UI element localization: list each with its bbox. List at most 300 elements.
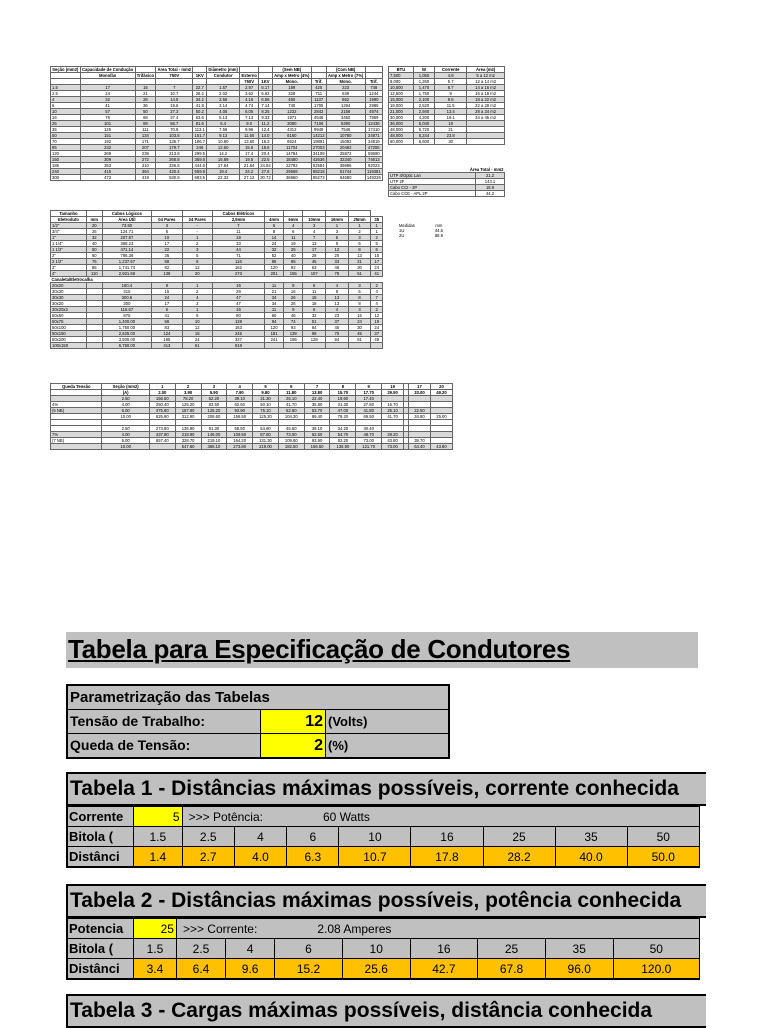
table-cell: 34.20 — [330, 426, 356, 432]
table-cell: 15 — [135, 85, 156, 91]
table-cell: 96 — [303, 331, 326, 337]
table-cell: 268.8 — [156, 157, 193, 163]
table-cell: 113.1 — [194, 127, 205, 132]
voltage-input[interactable]: 12 — [261, 710, 326, 733]
table-cell: 4,200 — [413, 115, 434, 121]
table-cell: 20 — [86, 223, 102, 229]
table-cell: 1,750.00 — [102, 325, 152, 331]
table-cell: 20482 — [326, 145, 365, 151]
table-cell: 13.4 — [435, 109, 467, 115]
table-cell: 28 — [135, 97, 156, 103]
table-cell: 9.5 — [435, 97, 467, 103]
table-cell: 156.50 — [227, 414, 253, 420]
table-subheader-cell: Trifásico — [136, 73, 155, 78]
table-cell: 315 — [102, 289, 152, 295]
table-cell: 1294 — [326, 103, 365, 109]
table-cell: 10.00 — [102, 444, 149, 450]
table-cell: 93 — [284, 325, 303, 331]
table-header-cell: 8 — [330, 384, 356, 390]
table-cell: 6 — [182, 313, 212, 319]
table-cell: 2 — [303, 223, 326, 229]
table-cell: 8 — [348, 301, 371, 307]
table-cell: 20.4 — [259, 151, 273, 157]
table-cell: 14.0 — [259, 133, 273, 139]
table-cell: 11.50 — [240, 133, 259, 139]
table-cell: 37 — [371, 331, 383, 337]
table-cell: 62.60 — [227, 402, 253, 408]
table-cell: 300.6 — [102, 295, 152, 301]
table-cell: 1,237.67 — [102, 259, 152, 265]
table-cell: 65 — [284, 259, 303, 265]
table-cell: 34 — [264, 301, 283, 307]
table-cell: 19 — [284, 241, 303, 247]
table-cell: 15,000 — [389, 97, 414, 103]
table-cell: 50x50 — [51, 313, 87, 319]
table-cell: 4.00 — [102, 432, 149, 438]
table-cell: 1 — [348, 223, 371, 229]
table-cell: 239 — [135, 151, 156, 157]
table-cell: 3 — [348, 307, 371, 313]
table-cell: 91.30 — [201, 426, 227, 432]
current-info — [176, 919, 699, 939]
table-cell: 50 — [51, 133, 81, 139]
table-cell: 18 — [182, 331, 212, 337]
table-cell: 1 — [182, 235, 212, 241]
distance-cell: 6.3 — [287, 847, 339, 868]
table-cell: 12 — [182, 265, 212, 271]
table-cell: 36 — [135, 103, 156, 109]
table-cell: 16 a 18 m2 — [467, 91, 505, 97]
table-cell: 240 — [51, 169, 81, 175]
table-cell: 207 — [135, 145, 156, 151]
table-cell: 246 — [193, 145, 207, 151]
table-cell: 22.5 — [259, 157, 273, 163]
table-cell: 51744 — [326, 169, 365, 175]
table-cell: 71 — [212, 253, 264, 259]
table-cell: 5 — [371, 241, 383, 247]
table-cell: 46 — [326, 325, 349, 331]
table-cell: 151 — [80, 133, 135, 139]
table-subheader-cell: Mono. — [326, 79, 365, 85]
table-cell: 19.5 — [240, 157, 259, 163]
table-cell: 24 — [182, 337, 212, 343]
table-cell: 93.90 — [227, 408, 253, 414]
table-cell: 353 — [80, 163, 135, 169]
power-label: Potencia — [67, 919, 134, 939]
table-cell: 24 — [152, 295, 182, 301]
table-cell: 54.70 — [330, 432, 356, 438]
table-cell: 11 — [212, 229, 264, 235]
table-cell: 5,244 — [413, 133, 434, 139]
table-cell: 4 — [371, 289, 383, 295]
table-subheader-cell: Trif. — [365, 79, 382, 85]
table-cell: 149226 — [366, 175, 381, 180]
table-cell: 2.97 — [240, 85, 259, 91]
table-cell: 245 — [212, 331, 264, 337]
table-cell: 748 — [365, 85, 382, 91]
table-cell: 2 1/2" — [51, 259, 87, 265]
table-cell: 1,260 — [413, 79, 434, 85]
table-cell: 364 — [135, 169, 156, 175]
table-cell: 60 — [86, 253, 102, 259]
table-cell: 40 — [284, 253, 303, 259]
table-cell: 18 — [303, 295, 326, 301]
table-cell: 22 a 28 m2 — [467, 103, 505, 109]
gauge-cell: 2.5 — [176, 939, 225, 959]
table-cell: 1,400.00 — [102, 319, 152, 325]
table-cell: 156.50 — [149, 396, 175, 402]
table-cell: 15.6 — [240, 145, 259, 151]
table-cell: 530.9 — [156, 175, 193, 181]
table-cell: 875 — [102, 313, 152, 319]
table-cell: 31.30 — [330, 402, 356, 408]
table-cell: 10 — [152, 235, 182, 241]
distance-cell: 10.7 — [339, 847, 411, 868]
table-cell: 223 — [326, 85, 365, 91]
table-cell: 6,720 — [413, 127, 434, 133]
table-cell: 14.2 — [207, 151, 240, 157]
table-header-cell: Queda Tensão — [51, 384, 102, 390]
table-cell: 3 — [348, 235, 371, 241]
table-cell: 19891 — [312, 139, 325, 144]
distance-cell: 1.4 — [134, 847, 183, 868]
table-cell: 61 — [182, 343, 212, 349]
table-cell: 31.30 — [253, 396, 279, 402]
table-cell: 93.90 — [304, 438, 330, 444]
table-cell: 60,000 — [389, 139, 414, 145]
table-cell: 107 — [303, 271, 326, 277]
table-cell: 273.80 — [227, 444, 253, 450]
table-cell: 20 — [326, 253, 349, 259]
table-cell: 2.5 — [51, 91, 81, 97]
table-cell: 45 — [348, 331, 371, 337]
table-cell: 2 — [371, 307, 383, 313]
table-cell: 42636 — [312, 157, 325, 162]
table-cell: 269 — [80, 151, 135, 157]
table-cell: 657.40 — [149, 438, 175, 444]
table-cell: 50x100 — [51, 325, 87, 331]
table-cell: 48.70 — [356, 432, 382, 438]
table-cell: 683.5 — [194, 175, 206, 180]
table-header-cell: 3 — [201, 384, 227, 390]
table-subheader-cell: 2,5mm — [212, 217, 264, 223]
table-cell: 2.50 — [102, 426, 149, 432]
table-cell: 73.50 — [102, 223, 152, 229]
area-total-header: Área Total - mm2 — [469, 167, 504, 172]
table-subheader-cell: 35 — [371, 217, 383, 223]
table-cell: 24.2 — [240, 169, 259, 175]
table-cell: 19.1 — [435, 115, 467, 121]
table-cell: 10.80 — [207, 139, 240, 145]
table-cell: 3 — [348, 283, 371, 289]
table-header-cell: Cabos Lógicos — [102, 211, 152, 217]
table-row — [51, 175, 383, 181]
table-cell: 6,600 — [413, 139, 434, 145]
table-cell: 272 — [135, 157, 156, 163]
table-cell: (5 NB) — [51, 408, 102, 414]
table-cell: 32 — [264, 247, 283, 253]
table-cell: 12 a 14 m2 — [467, 79, 505, 85]
table-cell: 3.14 — [207, 103, 240, 109]
table-cell: 83 — [152, 325, 182, 331]
table-cell: 10.7 — [156, 91, 193, 97]
distance-row — [67, 847, 700, 868]
table-cell — [326, 343, 349, 349]
table-cell: 52.20 — [201, 396, 227, 402]
table-cell: 185 — [51, 163, 81, 169]
table-cell: 2842 — [311, 109, 326, 115]
table-cell: 82.20 — [330, 438, 356, 444]
table-cell: 2,921.66 — [102, 271, 152, 277]
table-cell: 419 — [135, 175, 156, 181]
table-cell: 6,750.00 — [102, 343, 152, 349]
table-subheader-cell: 04 Pares — [152, 217, 182, 223]
table-cell: 7.14 — [259, 103, 273, 109]
table-cell: 547.60 — [175, 444, 201, 450]
table-cell: 1971 — [272, 115, 311, 121]
distance-row — [67, 959, 700, 980]
table-cell: 4 — [326, 307, 349, 313]
table-row — [389, 191, 505, 197]
table-cell: 11.5 — [435, 103, 467, 109]
table-cell: 17 — [303, 247, 326, 253]
table-cell: 1 — [371, 223, 383, 229]
table-cell: 6 — [152, 307, 182, 313]
table-cell: 20x20 — [51, 283, 87, 289]
table-cell: 27.6 — [259, 169, 273, 175]
table-cell: 30 — [348, 265, 371, 271]
table-cell: 6 — [284, 229, 303, 235]
table-cell: 273 — [212, 271, 264, 277]
table-header-cell: 9 — [356, 384, 382, 390]
rack-measures-table — [398, 223, 448, 238]
table-cell: - — [182, 223, 212, 229]
table-cell: 62.60 — [278, 408, 304, 414]
table-header-cell: Corrente — [435, 67, 467, 73]
table-cell: 15.89 — [207, 157, 240, 163]
table-cell: 12 — [326, 247, 349, 253]
table-cell: 61 — [348, 337, 371, 343]
table-cell: 2156 — [326, 109, 365, 115]
power-input[interactable]: 25 — [134, 919, 177, 939]
table-cell: 3080 — [272, 121, 311, 127]
table-cell: 3 — [182, 247, 212, 253]
table-cell: 82 — [152, 265, 182, 271]
table-cell: 7959 — [365, 115, 382, 121]
table-cell: 2 — [371, 235, 383, 241]
distance-cell: 4.0 — [234, 847, 286, 868]
table-cell: 48,000 — [389, 133, 414, 139]
current-input[interactable]: 5 — [134, 807, 183, 827]
table-cell: 25 — [284, 247, 303, 253]
table-cell: 9.96 — [240, 127, 259, 133]
table-cell: 53.70 — [304, 408, 330, 414]
table-cell: 15 — [348, 313, 371, 319]
voltage-label: Tensão de Trabalho: — [68, 710, 261, 733]
table-cell: 139 — [284, 331, 303, 337]
current-info-value: 2.08 Amperes — [317, 921, 392, 936]
table-cell: 94 — [326, 337, 349, 343]
table-cell: 78.20 — [175, 396, 201, 402]
table-cell: 18 — [303, 301, 326, 307]
table-cell: 25 — [51, 121, 81, 127]
table-header-cell: 4 — [227, 384, 253, 390]
table-cell: 27.12 — [240, 175, 259, 181]
table-cell: 28 a 34 m2 — [467, 109, 505, 115]
parameter-panel — [66, 684, 450, 759]
table-cell: 73.00 — [278, 432, 304, 438]
table-cell: 4" — [51, 271, 87, 277]
gauge-label: Bitola ( — [67, 827, 134, 847]
table-cell: 94 — [264, 319, 283, 325]
gauge-cell: 1.5 — [134, 939, 177, 959]
table-cell: 32340 — [326, 157, 365, 163]
table-cell: 22.50 — [408, 408, 430, 414]
measures-label: Medidas — [399, 223, 415, 228]
table-cell: 34819 — [365, 139, 382, 145]
table-cell: 128 — [212, 319, 264, 325]
table-cell: 336.5 — [156, 163, 193, 169]
table-cell: 78.20 — [330, 414, 356, 420]
table-cell: 24 — [348, 319, 371, 325]
table-row — [398, 233, 448, 238]
table-subheader-cell: (A) — [102, 390, 149, 396]
table-cell: 104.30 — [278, 414, 304, 420]
table-cell: 18.6 — [259, 145, 273, 151]
table-subheader-cell: 750V — [156, 73, 193, 79]
table-cell: 1.5 — [51, 85, 81, 91]
table-cell: 1/2" — [51, 223, 87, 229]
table-cell: 8 — [348, 295, 371, 301]
table-cell: 207.87 — [102, 235, 152, 241]
distance-cell: 17.8 — [411, 847, 483, 868]
table-cell: 54.80 — [253, 426, 279, 432]
table-cell: 425 — [311, 85, 326, 91]
table-cell: 327 — [212, 337, 264, 343]
table-cell: 16 — [212, 307, 264, 313]
table-cell: 1 — [182, 283, 212, 289]
table-cell: 5 — [264, 223, 283, 229]
table-cell: 208.60 — [201, 414, 227, 420]
distance-cell: 96.0 — [545, 959, 613, 980]
table-cell: 4548 — [311, 115, 326, 121]
distance-cell: 120.0 — [613, 959, 699, 980]
table-cell: 35.80 — [304, 402, 330, 408]
table-cell: 8.25 — [259, 109, 273, 115]
table-header-cell: Seção (mm2) — [52, 67, 79, 72]
voltage-drop-unit: (%) — [326, 734, 448, 757]
table-cell: 92 — [284, 265, 303, 271]
table-cell: 17410 — [365, 127, 382, 133]
table-cell: 19 — [212, 235, 264, 241]
table-cell: 8624 — [272, 139, 311, 145]
table-cell — [149, 444, 175, 450]
distance-cell: 42.7 — [410, 959, 478, 980]
table-header-cell: Seção (mm2) — [102, 384, 149, 390]
table-cell: 17 — [371, 259, 383, 265]
table-cell: 14 a 16 m2 — [467, 85, 505, 91]
table-header-cell: 7 — [304, 384, 330, 390]
table-subheader-cell: 6mm — [284, 217, 303, 223]
table-cell: 1 1/2" — [51, 247, 87, 253]
table-cell: 111 — [135, 127, 156, 133]
table-cell: 2 — [182, 241, 212, 247]
table-cell: 28 — [303, 253, 326, 259]
table-cell: 415 — [80, 169, 135, 175]
table-cell: 36960 — [272, 175, 311, 181]
table-cell: 21,000 — [389, 109, 414, 115]
table-cell: 52584 — [312, 163, 325, 168]
table-cell: 10 — [182, 319, 212, 325]
table-cell: 5 a 12 m2 — [467, 73, 505, 79]
table-cell: 13 — [348, 253, 371, 259]
table-cell: 17 — [152, 241, 182, 247]
table-cell: 25.10 — [382, 408, 404, 414]
table-cell: 3450 — [326, 115, 365, 121]
table-cell: 2 — [182, 289, 212, 295]
table-cell: 43.80 — [382, 438, 404, 444]
table-cell: 124 — [152, 331, 182, 337]
table-cell: 35 — [51, 127, 81, 133]
table-cell: 365.10 — [201, 444, 227, 450]
table-cell: 50.10 — [253, 402, 279, 408]
table-subheader-cell: Amp x Metro (7%) — [327, 73, 364, 78]
table-cell: 16 — [284, 289, 303, 295]
table-cell: 62.60 — [304, 432, 330, 438]
table-header-cell: 2 — [175, 384, 201, 390]
table-cell: 47255 — [365, 145, 382, 151]
table-cell: 2.56 — [207, 97, 240, 103]
table-cell: 24 — [264, 241, 283, 247]
table-cell: 5.17 — [259, 85, 273, 91]
table-cell: 17 — [152, 301, 182, 307]
table-3-title: Tabela 3 - Cargas máximas possíveis, distância conhecida — [66, 994, 706, 1028]
table-cell: 120 — [51, 151, 81, 157]
table-cell: 4312 — [272, 127, 311, 133]
voltage-drop-input[interactable]: 2 — [261, 734, 326, 757]
table-cell: 41.80 — [356, 408, 382, 414]
table-cell: 37.4 — [156, 115, 193, 121]
table-header-cell: 6 — [278, 384, 304, 390]
table-cell: 89 — [135, 121, 156, 127]
table-subheader-cell: 16mm — [326, 217, 349, 223]
distance-label: Distânci — [67, 847, 134, 868]
table-cell: 1 1/4" — [51, 241, 87, 247]
table-cell: 6.56 — [259, 97, 273, 103]
gauge-cell: 4 — [226, 939, 275, 959]
table-cell: 19 — [435, 121, 467, 127]
table-cell: 8 — [326, 289, 349, 295]
table-cell: 25872 — [326, 151, 365, 157]
table-cell: 165 — [152, 337, 182, 343]
table-header-cell: 17 — [408, 384, 430, 390]
table-cell: Cabo CCE - APL 2P — [389, 191, 476, 197]
table-cell: 171 — [135, 139, 156, 145]
table-cell: 81.6 — [193, 121, 207, 127]
table-cell: 43.80 — [430, 444, 452, 450]
table-cell: 444.6 — [194, 163, 206, 168]
table-cell: 2" — [51, 253, 87, 259]
table-cell: 9.0 — [240, 121, 259, 127]
table-cell: 4.8 — [435, 73, 467, 79]
table-cell: 50x200 — [51, 337, 87, 343]
table-header-cell: Capacidade de Condução — [81, 67, 134, 72]
table-cell: 786.36 — [102, 253, 152, 259]
table-header-cell: 1 — [149, 384, 175, 390]
table-cell: UTP 4/Optic Lan — [389, 173, 476, 179]
table-cell: 1,750 — [413, 91, 434, 97]
gauge-label: Bitola ( — [67, 939, 134, 959]
